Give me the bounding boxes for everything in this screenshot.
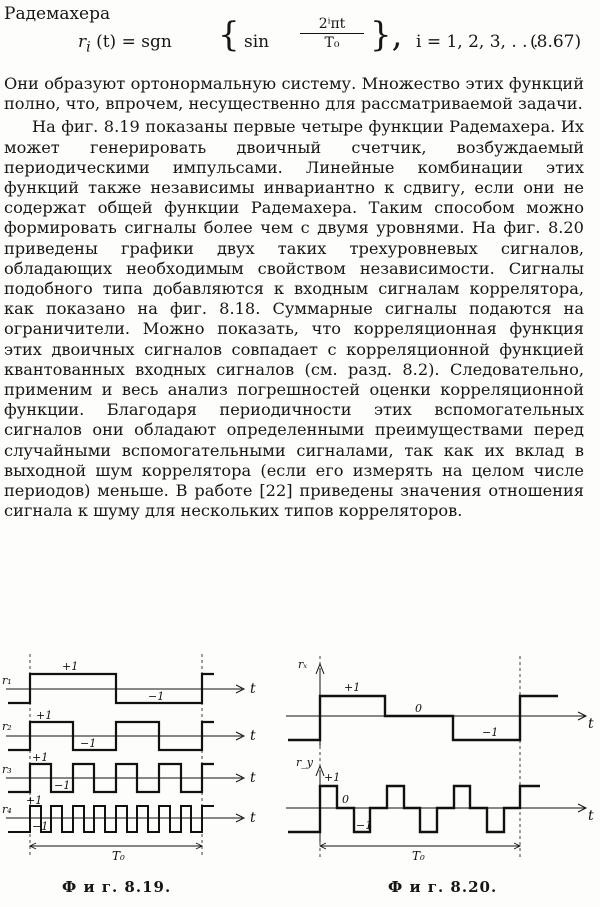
fig819-r3-minus: −1	[54, 779, 71, 792]
body-text	[4, 74, 584, 521]
formula-close-brace: },	[370, 15, 403, 55]
formula-lhs-arg: (t) = sgn	[90, 32, 172, 52]
intro-word: Радемахера	[4, 4, 111, 24]
fig819-t-r1: t	[250, 681, 256, 697]
fig819-r2-plus: +1	[36, 709, 53, 722]
formula-8-67	[78, 16, 598, 66]
fig819-t-r4: t	[250, 810, 256, 826]
fig820-period-label: T₀	[412, 849, 425, 863]
figure-8-20	[280, 646, 598, 876]
figure-8-19	[0, 646, 270, 876]
fig819-caption: Ф и г. 8.19.	[62, 878, 172, 896]
formula-lhs	[78, 32, 172, 55]
formula-open-brace: {	[218, 15, 240, 55]
fig820-rx-zero: 0	[415, 702, 422, 715]
fig820-t-ry: t	[588, 808, 594, 824]
fig819-r2-minus: −1	[80, 737, 97, 750]
formula-r-sub: i	[86, 39, 91, 56]
fig819-r1-minus: −1	[148, 690, 165, 703]
paragraph-1: Они образуют ортонормальную систему. Множество этих функций полно, что, впрочем, несущественно для рассматриваемой задачи.	[4, 74, 584, 114]
formula-denominator: T₀	[324, 35, 340, 52]
formula-sin: sin	[244, 32, 270, 52]
fig819-r3-plus: +1	[32, 751, 49, 764]
fig819-r4-plus: +1	[26, 794, 43, 807]
fig820-ry-minus: −1	[356, 819, 373, 832]
fig820-ry-zero: 0	[342, 793, 349, 806]
fig819-period-label: T₀	[112, 849, 125, 863]
formula-numerator: 2ⁱπt	[300, 16, 364, 34]
fig819-label-r4: r₄	[2, 803, 12, 816]
fig820-rx-plus: +1	[344, 681, 361, 694]
formula-eq-number: (8.67)	[530, 32, 582, 52]
formula-index: i = 1, 2, 3, . . .	[416, 32, 539, 52]
fig820-label-ry: r_y	[296, 756, 313, 769]
formula-r: r	[78, 32, 87, 52]
fig819-r4-minus: −1	[32, 820, 49, 833]
fig820-t-rx: t	[588, 716, 594, 732]
fig820-label-rx: rₓ	[298, 658, 308, 671]
fig820-caption: Ф и г. 8.20.	[388, 878, 498, 896]
fig819-r1-plus: +1	[62, 660, 79, 673]
fig819-t-r3: t	[250, 770, 256, 786]
fig819-label-r3: r₃	[2, 763, 12, 776]
paragraph-2: На фиг. 8.19 показаны первые четыре функции Радемахера. Их может генерировать двоичный счетчик, возбуждаемый периодическими импульсами. Линейные комбинации этих функций также независимы инвариантно к сдвигу, если они не содержат общей функции Радемахера. Таким способом можно формировать сигналы более чем с двумя уровнями. На фиг. 8.20 приведены графики двух таких трехуровневых сигналов, обладающих необходимым свойством независимости. Сигналы подобного типа добавляются к входным сигналам коррелятора, как показано на фиг. 8.18. Суммарные сигналы подаются на ограничители. Можно показать, что корреляционная функция этих двоичных сигналов совпадает с корреляционной функцией квантованных входных сигналов (см. разд. 8.2). Следовательно, применим и весь анализ погрешностей оценки корреляционной функции. Благодаря периодичности этих вспомогательных сигналов они обладают определенными преимуществами перед случайными вспомогательными сигналами, так как их вклад в выходной шум коррелятора (если его измерять на целом числе периодов) меньше. В работе [22] приведены значения отношения сигнала к шуму для нескольких типов корреляторов.	[4, 117, 584, 521]
fig819-label-r2: r₂	[2, 720, 12, 733]
fig819-label-r1: r₁	[2, 674, 12, 687]
fig819-t-r2: t	[250, 728, 256, 744]
formula-fraction	[300, 16, 364, 51]
fig820-signal-ry	[288, 786, 540, 832]
fig820-signal-rx	[288, 696, 558, 740]
fig820-rx-minus: −1	[482, 726, 499, 739]
fig820-ry-plus: +1	[324, 771, 341, 784]
